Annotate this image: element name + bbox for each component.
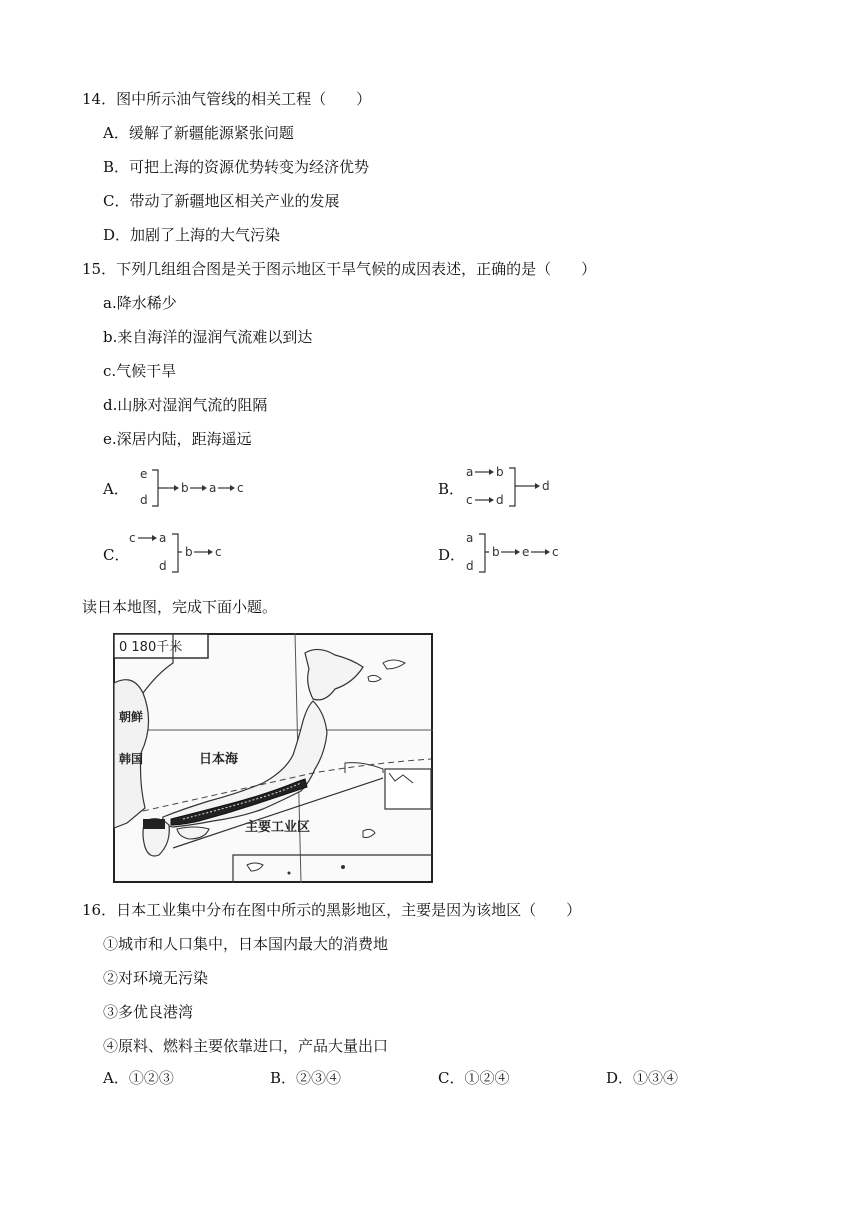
- q15-choice-d-diagram: [463, 530, 593, 576]
- q16-answer-b: B．②③④: [270, 1069, 342, 1087]
- q15-stem: 15．下列几组组合图是关于图示地区干旱气候的成因表述，正确的是（ ）: [82, 260, 597, 278]
- q15-item-b: b.来自海洋的湿润气流难以到达: [103, 328, 313, 346]
- q15-choice-c-top-2: a: [159, 531, 167, 545]
- q14-stem: 14．图中所示油气管线的相关工程（ ）: [82, 90, 372, 108]
- q15-item-a: a.降水稀少: [103, 294, 177, 312]
- japan-map: [113, 633, 433, 883]
- q15-choice-d-chain-1: b: [492, 545, 500, 559]
- q15-choice-c-chain-2: c: [215, 545, 222, 559]
- q16-stem: 16．日本工业集中分布在图中所示的黑影地区，主要是因为该地区（ ）: [82, 901, 582, 919]
- q15-choice-d-chain-2: e: [522, 545, 530, 559]
- q15-choice-d-bottom-1: d: [466, 559, 474, 573]
- q15-choice-c-top-1: c: [129, 531, 136, 545]
- q16-item-1: ①城市和人口集中，日本国内最大的消费地: [103, 935, 389, 953]
- q16-intro: 读日本地图，完成下面小题。: [82, 598, 278, 616]
- q15-choice-b-bottom-1: c: [466, 493, 473, 507]
- q15-choice-b-top-2: b: [496, 465, 504, 479]
- q16-answer-c: C．①②④: [438, 1069, 510, 1087]
- q15-choice-b-chain-1: d: [542, 479, 550, 493]
- q14-option-d: D．加剧了上海的大气污染: [103, 226, 281, 244]
- q15-item-e: e.深居内陆，距海遥远: [103, 430, 252, 448]
- q15-choice-d-chain-3: c: [552, 545, 559, 559]
- q15-choice-b-top-1: a: [466, 465, 474, 479]
- q16-item-4: ④原料、燃料主要依靠进口，产品大量出口: [103, 1037, 389, 1055]
- q15-choice-a-bottom: d: [140, 493, 148, 507]
- q15-choice-a-chain-1: b: [181, 481, 189, 495]
- q15-item-d: d.山脉对湿润气流的阻隔: [103, 396, 268, 414]
- q15-choice-c-diagram: [128, 530, 248, 576]
- q15-choice-a-chain-3: c: [237, 481, 244, 495]
- q15-choice-b-diagram: [465, 464, 575, 510]
- q14-option-c: C．带动了新疆地区相关产业的发展: [103, 192, 340, 210]
- q15-choice-c-letter: C．: [103, 546, 130, 564]
- q15-item-c: c.气候干旱: [103, 362, 177, 380]
- q15-choice-a-diagram: [130, 466, 270, 510]
- q15-choice-d-top-1: a: [466, 531, 474, 545]
- q15-choice-c-chain-1: b: [185, 545, 193, 559]
- q15-choice-b-letter: B．: [438, 480, 465, 498]
- map-label-industry: 主要工业区: [245, 820, 311, 835]
- q16-answer-a: A．①②③: [103, 1069, 174, 1087]
- map-scale-label: 0 180千米: [119, 640, 183, 655]
- q16-answer-d: D．①③④: [606, 1069, 679, 1087]
- q15-choice-b-bottom-2: d: [496, 493, 504, 507]
- q15-choice-a-letter: A．: [103, 480, 129, 498]
- map-label-south-korea: 韩国: [119, 752, 144, 766]
- map-label-sea: 日本海: [199, 752, 239, 767]
- q15-choice-c-bottom-1: d: [159, 559, 167, 573]
- q15-choice-d-letter: D．: [438, 546, 466, 564]
- q15-choice-a-chain-2: a: [209, 481, 217, 495]
- q15-choice-a-top: e: [140, 467, 148, 481]
- map-label-north-korea: 朝鲜: [119, 710, 144, 724]
- q16-item-2: ②对环境无污染: [103, 969, 209, 987]
- q16-item-3: ③多优良港湾: [103, 1003, 194, 1021]
- q14-option-b: B．可把上海的资源优势转变为经济优势: [103, 158, 370, 176]
- q14-option-a: A．缓解了新疆能源紧张问题: [103, 124, 294, 142]
